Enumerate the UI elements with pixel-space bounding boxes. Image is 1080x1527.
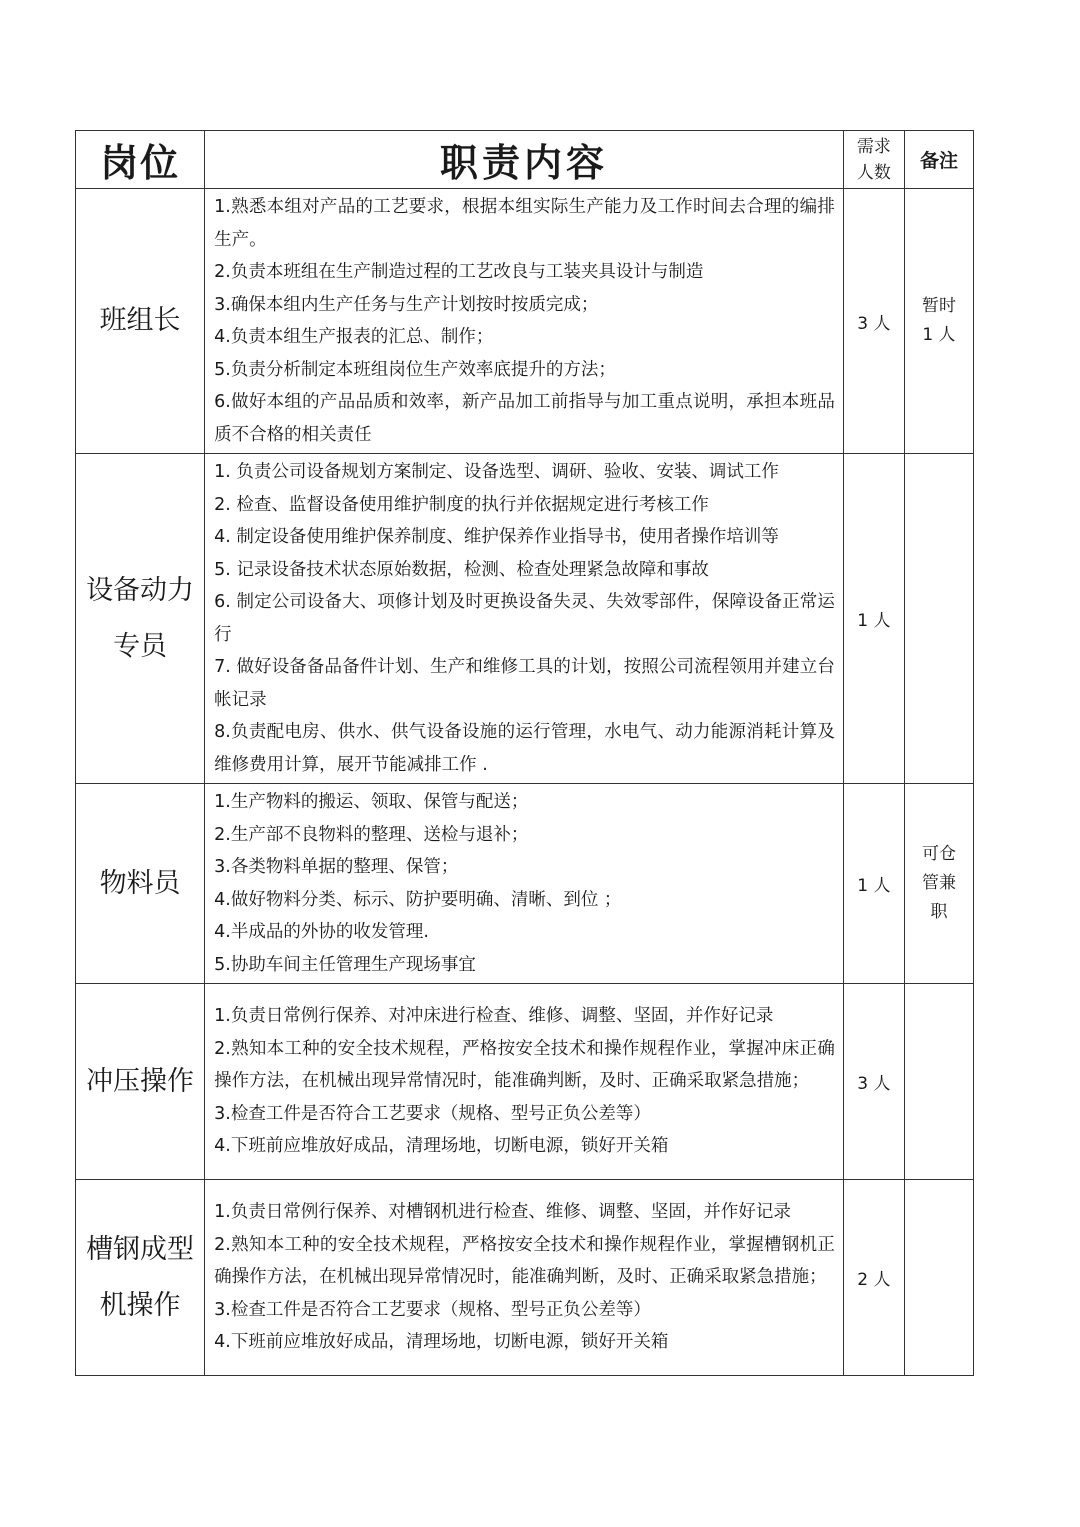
- header-count-line1: 需求: [856, 136, 891, 157]
- duty-item: 3.各类物料单据的整理、保管；: [214, 857, 459, 877]
- duty-item: 2.负责本班组在生产制造过程的工艺改良与工装夹具设计与制造: [214, 262, 704, 282]
- position-name: 机操作: [99, 1289, 181, 1321]
- table-row: [76, 984, 974, 1180]
- position-name: 专员: [113, 630, 168, 662]
- duty-item: 8.负责配电房、供水、供气设备设施的运行管理，水电气、动力能源消耗计算及维修费用计算，展开节能减排工作 .: [214, 722, 835, 775]
- duty-item: 1.熟悉本组对产品的工艺要求，根据本组实际生产能力及工作时间去合理的编排生产。: [214, 197, 835, 250]
- duty-item: 5.协助车间主任管理生产现场事宜: [214, 954, 476, 975]
- duties-cell: [205, 1180, 844, 1376]
- duties-cell: [205, 454, 844, 784]
- header-position: 岗位: [76, 131, 205, 189]
- duty-item: 4.下班前应堆放好成品，清理场地，切断电源，锁好开关箱: [214, 1332, 669, 1353]
- header-row: [76, 131, 974, 189]
- duty-item: 5. 记录设备技术状态原始数据，检测、检查处理紧急故障和事故: [214, 559, 709, 580]
- duty-item: 2.熟知本工种的安全技术规程，严格按安全技术和操作规程作业，掌握槽钢机正确操作方法，在机械出现异常情况时，能准确判断，及时、正确采取紧急措施；: [214, 1234, 835, 1288]
- table-row: [76, 189, 974, 454]
- job-duties-table: [75, 130, 974, 1376]
- duty-item: 4. 制定设备使用维护保养制度、维护保养作业指导书，使用者操作培训等: [214, 527, 779, 547]
- note-text: 管兼: [921, 873, 956, 893]
- duty-item: 4.负责本组生产报表的汇总、制作；: [214, 327, 494, 347]
- duty-item: 1.负责日常例行保养、对冲床进行检查、维修、调整、坚固，并作好记录: [214, 1006, 774, 1027]
- position-name: 物料员: [99, 867, 181, 899]
- headcount-cell: 1 人: [843, 454, 904, 784]
- headcount-cell: 1 人: [843, 784, 904, 984]
- position-cell: [76, 784, 205, 984]
- position-name: 设备动力: [86, 574, 195, 606]
- duty-item: 1.生产物料的搬运、领取、保管与配送；: [214, 792, 529, 812]
- duty-item: 3.检查工件是否符合工艺要求（规格、型号正负公差等）: [214, 1103, 651, 1124]
- table-row: [76, 784, 974, 984]
- header-count-line2: 人数: [856, 162, 891, 183]
- position-cell: [76, 1180, 205, 1376]
- position-cell: [76, 189, 205, 454]
- duty-item: 2.生产部不良物料的整理、送检与退补；: [214, 824, 529, 845]
- header-count: [843, 131, 904, 189]
- duty-item: 5.负责分析制定本班组岗位生产效率底提升的方法；: [214, 359, 616, 380]
- position-name: 冲压操作: [86, 1065, 195, 1097]
- duty-item: 6.做好本组的产品品质和效率，新产品加工前指导与加工重点说明，承担本班品质不合格的相关责任: [214, 392, 835, 445]
- headcount-cell: 3 人: [843, 189, 904, 454]
- position-name: 槽钢成型: [86, 1233, 195, 1265]
- headcount-cell: 2 人: [843, 1180, 904, 1376]
- duty-item: 2. 检查、监督设备使用维护制度的执行并依据规定进行考核工作: [214, 494, 709, 515]
- position-name: 班组长: [99, 305, 181, 336]
- duty-item: 1. 负责公司设备规划方案制定、设备选型、调研、验收、安装、调试工作: [214, 462, 779, 482]
- position-cell: [76, 454, 205, 784]
- note-cell: [904, 1180, 973, 1376]
- duty-item: 7. 做好设备备品备件计划、生产和维修工具的计划，按照公司流程领用并建立台帐记录: [214, 657, 835, 710]
- duty-item: 6. 制定公司设备大、项修计划及时更换设备失灵、失效零部件，保障设备正常运行: [214, 592, 835, 645]
- duty-item: 4.做好物料分类、标示、防护要明确、清晰、到位 ；: [214, 889, 622, 910]
- duty-item: 3.检查工件是否符合工艺要求（规格、型号正负公差等）: [214, 1299, 651, 1320]
- duties-cell: [205, 784, 844, 984]
- duty-item: 2.熟知本工种的安全技术规程，严格按安全技术和操作规程作业，掌握冲床正确操作方法，在机械出现异常情况时，能准确判断，及时、正确采取紧急措施；: [214, 1038, 835, 1092]
- headcount-cell: 3 人: [843, 984, 904, 1180]
- note-text: 职: [930, 902, 948, 922]
- header-note: 备注: [904, 131, 973, 189]
- note-cell: [904, 984, 973, 1180]
- table-row: [76, 1180, 974, 1376]
- note-cell: [904, 454, 973, 784]
- table-row: [76, 454, 974, 784]
- note-text: 暂时: [921, 296, 956, 316]
- duty-item: 1.负责日常例行保养、对槽钢机进行检查、维修、调整、坚固，并作好记录: [214, 1202, 791, 1223]
- duty-item: 4.半成品的外协的收发管理.: [214, 922, 429, 942]
- table-body: [76, 189, 974, 1376]
- note-cell: [904, 189, 973, 454]
- duty-item: 3.确保本组内生产任务与生产计划按时按质完成；: [214, 294, 599, 315]
- duties-cell: [205, 189, 844, 454]
- note-text: 1 人: [922, 325, 956, 345]
- position-cell: [76, 984, 205, 1180]
- duty-item: 4.下班前应堆放好成品，清理场地，切断电源，锁好开关箱: [214, 1136, 669, 1157]
- note-text: 可仓: [921, 844, 956, 864]
- duties-cell: [205, 984, 844, 1180]
- header-duties: 职责内容: [205, 131, 844, 189]
- note-cell: [904, 784, 973, 984]
